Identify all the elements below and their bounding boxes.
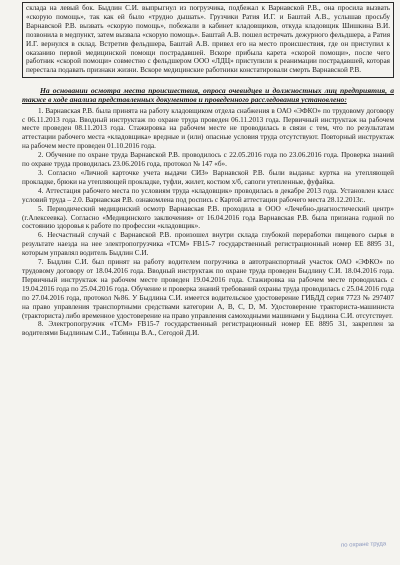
finding-item-6: 6. Несчастный случай с Варнавской Р.В. произошел внутри склада глубокой переработки пищевого сырья в результате наезда на нее электропогрузчика «TCM» FB15-7 государственный регистрационный номер ЕЕ 8895 31, которым управлял водитель Быдлин С.И. <box>22 231 394 258</box>
finding-item-8: 8. Электропогрузчик «TCM» FB15-7 государственный регистрационный номер ЕЕ 8895 31, закреплен за водителями Быдлиным С.И., Табинцы В.А., Сегодой Д.И. <box>22 320 394 338</box>
stamp-mark: по охране труда <box>340 541 387 549</box>
findings-heading: На основании осмотра места происшествия, опроса очевидцев и должностных лиц предприятия, а также в ходе анализа представленных документов и проведенного расследования установлено: <box>22 86 394 105</box>
finding-item-2: 2. Обучение по охране труда Варнавской Р.В. проводилось с 22.05.2016 года по 23.06.2016 года. Проверка знаний по охране труда проводилась 23.06.2016 года, протокол № 147 «б». <box>22 151 394 169</box>
boxed-excerpt <box>22 2 394 78</box>
document-page <box>22 2 394 562</box>
finding-item-5: 5. Периодический медицинский осмотр Варнавская Р.В. проходила в ООО «Лечебно-диагностический центр» (г.Алексеевка). Согласно «Медицинского заключения» от 16.04.2016 года Варнавская Р.В. была признана годной по состоянию здоровья к работе по профессии «кладовщик». <box>22 204 394 231</box>
finding-item-3: 3. Согласно «Личной карточке учета выдачи СИЗ» Варнавской Р.В. были выданы: куртка на утепляющей прокладке, брюки на утепляющей прокладке, туфли, жилет, костюм х/б, сапоги утепленные, фуфайка. <box>22 169 394 186</box>
finding-item-1: 1. Варнавская Р.В. была принята на работу кладовщиком отдела снабжения в ОАО «ЭФКО» по трудовому договору с 06.11.2013 года. Вводный инструктаж по охране труда проведен 06.11.2013 года. Первичный инструктаж на рабочем месте проведен 08.11.2013 года. Стажировка на рабочем месте не проводилась в связи с тем, что по результатам аттестации рабочего места «кладовщика» вредные и (или) опасные условия труда отсутствуют. Повторный инструктаж на рабочем месте проведен 01.10.2016 года. <box>22 106 394 151</box>
findings-list <box>22 107 394 339</box>
boxed-excerpt-text: склада на левый бок. Быдлин С.И. выпрыгнул из погрузчика, подбежал к Варнавской Р.В., она просила вызвать «скорую помощь», так как ей было «трудно дышать». Грузчики Ратия И.Г. и Баштай А.В., услышав просьбу Варнавской Р.В. вызвать «скорую помощь», побежали в кабинет кладовщиков, откуда кладовщик Шишкина В.И. позвонила в медпункт, затем вызвала «скорую помощь». Баштай А.В. пошел встречать дежурного фельдшера, а Ратия И.Г. вернулся в склад. Встретив фельдшера, Баштай А.В. привел его на место происшествия, где он приступил к оказанию первой медицинской помощи пострадавшей. Вскоре прибыла карета «скорой помощи», после чего работник «скорой помощи» совместно с фельдшером ООО «ЛДЦ» приступили к реанимации пострадавшей, которая перестала подавать признаки жизни. Вскоре медицинские работники констатировали смерть Варнавской Р.В. <box>26 4 390 75</box>
finding-item-4: 4. Аттестация рабочего места по условиям труда «кладовщик» проводилась в декабре 2013 года. Установлен класс условий труда – 2.0. Варнавская Р.В. ознакомлена под роспись с Картой аттестации рабочего места 28.12.2013г.. <box>22 186 394 204</box>
finding-item-7: 7. Быдлин С.И. был принят на работу водителем погрузчика в автотранспортный участок ОАО «ЭФКО» по трудовому договору от 18.04.2016 года. Вводный инструктаж по охране труда проведен Быдлину С.И. 18.04.2016 года. Первичный инструктаж на рабочем месте проведен 19.04.2016 года. Стажировка на рабочем месте проводилась с 19.04.2016 года по 25.04.2016 года. Обучение и проверка знаний требований охраны труда проводилась с 25.04.2016 года по 27.04.2016 года, протокол №86. У Быдлина С.И. имеется водительское удостоверение ГИБДД серия 7723 № 297407 на право управления транспортными средствами категории А, В, С, D, M. Удостоверение тракториста-машиниста (тракториста) либо временное удостоверение на право управления самоходными машинами у Быдлина С.И. отсутствует. <box>22 258 394 320</box>
